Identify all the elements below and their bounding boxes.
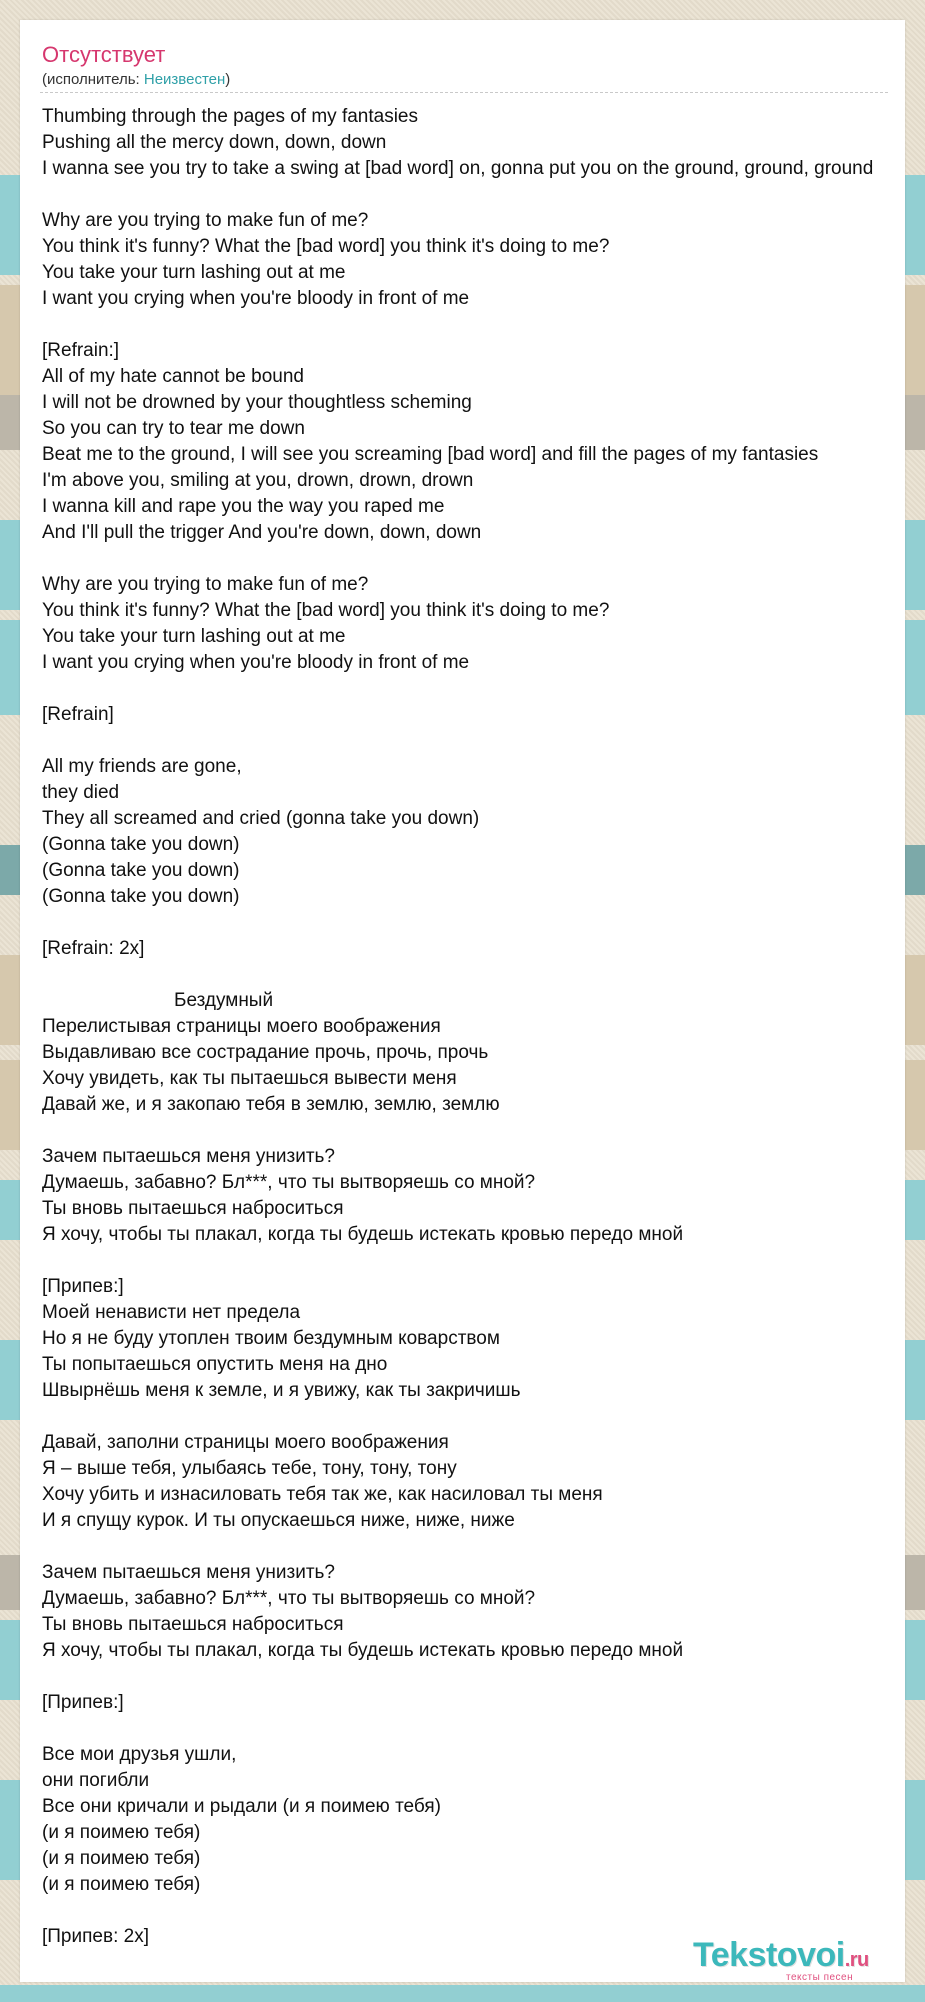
bg-stripe bbox=[0, 1985, 925, 2002]
lyrics-page bbox=[20, 20, 905, 1982]
artist-line bbox=[42, 71, 230, 89]
logo-tld: .ru bbox=[844, 1949, 869, 1971]
artist-suffix: ) bbox=[225, 71, 231, 88]
logo-name: Tekstovoi bbox=[693, 1936, 845, 1974]
song-title: Отсутствует bbox=[42, 42, 166, 67]
site-logo[interactable] bbox=[693, 1936, 913, 1982]
artist-link[interactable]: Неизвестен bbox=[143, 71, 226, 88]
artist-prefix: (исполнитель: bbox=[42, 71, 144, 88]
divider bbox=[40, 92, 888, 93]
lyrics-text: Thumbing through the pages of my fantasies Pushing all the mercy down, down, down I wanna see you try to take a swing at [bad word] on, gonna put you on the ground, ground, ground Why are you trying to make fun of me? You think it's funny? What the [bad word] you think it's doing to me? You take your turn lashing out at me I want you crying when you're bloody in front of me [Refrain:] All of my hate cannot be bound I will not be drowned by your thoughtless scheming So you can try to tear me down Beat me to the ground, I will see you screaming [bad word] and fill the pages of my fantasies I'm above you, smiling at you, drown, drown, drown I wanna kill and rape you the way you raped me And I'll pull the trigger And you're down, down, down Why are you trying to make fun of me? You think it's funny? What the [bad word] you think it's doing to me? You take your turn lashing out at me I want you crying when you're bloody in front of me [Refrain] All my friends are gone, they died They all screamed and cried (gonna take you down) (Gonna take you down) (Gonna take you down) (Gonna take you down) [Refrain: 2x] Бездумный Перелистывая страницы моего воображения Выдавливаю все сострадание прочь, прочь, прочь Хочу увидеть, как ты пытаешься вывести меня Давай же, и я закопаю тебя в землю, землю, землю Зачем пытаешься меня унизить? Думаешь, забавно? Бл***, что ты вытворяешь со мной? Ты вновь пытаешься наброситься Я хочу, чтобы ты плакал, когда ты будешь истекать кровью передо мной [Припев:] Моей ненависти нет предела Но я не буду утоплен твоим бездумным коварством Ты попытаешься опустить меня на дно Швырнёшь меня к земле, и я увижу, как ты закричишь Давай, заполни страницы моего воображения Я – выше тебя, улыбаясь тебе, тону, тону, тону Хочу убить и изнасиловать тебя так же, как насиловал ты меня И я спущу курок. И ты опускаешься ниже, ниже, ниже Зачем пытаешься меня унизить? Думаешь, забавно? Бл***, что ты вытворяешь со мной? Ты вновь пытаешься наброситься Я хочу, чтобы ты плакал, когда ты будешь истекать кровью передо мной [Припев:] Все мои друзья ушли, они погибли Все они кричали и рыдали (и я поимею тебя) (и я поимею тебя) (и я поимею тебя) (и я поимею тебя) [Припев: 2x] bbox=[42, 106, 874, 1947]
logo-tagline: тексты песен bbox=[786, 1972, 854, 1983]
